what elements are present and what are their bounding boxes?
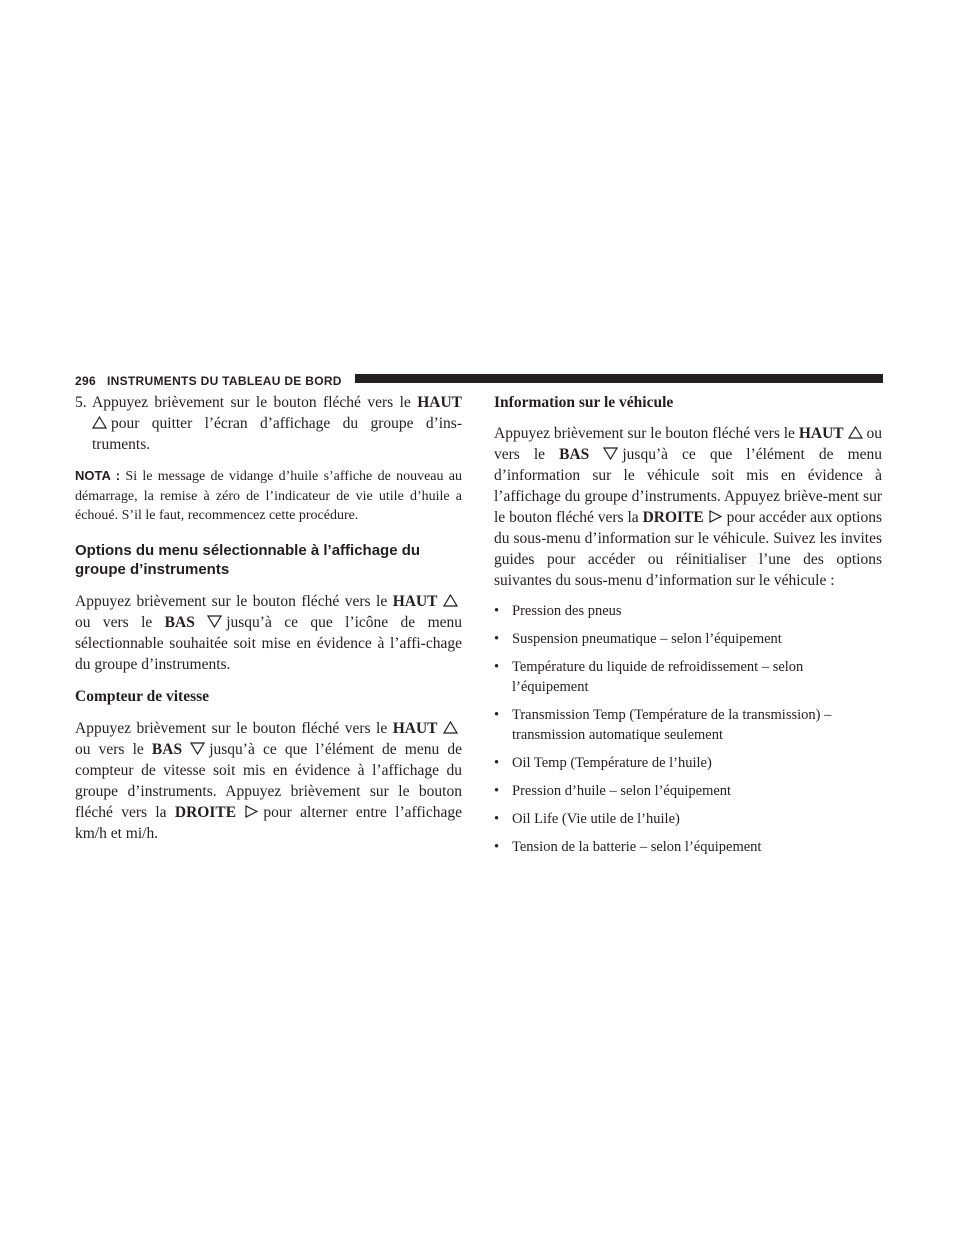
- list-item: • Suspension pneumatique – selon l’équipement: [494, 631, 782, 647]
- arrow-up-icon: [443, 721, 458, 734]
- list-item: • Tension de la batterie – selon l’équipement: [494, 839, 762, 855]
- step-5: [75, 392, 462, 455]
- compteur-paragraph: Appuyez brièvement sur le bouton fléché vers le HAUT ou vers le BAS jusqu’à ce que l’élément de menu de compteur de vitesse soit mis en évidence à l’affichage du groupe d’instruments. Appuyez brièvement sur le bouton fléché vers la DROITE pour alterner entre l’affichage km/h et mi/h.: [75, 719, 463, 842]
- options-heading: Options du menu sélectionnable à l’affichage du groupe d’instruments: [75, 541, 421, 578]
- info-paragraph: Appuyez brièvement sur le bouton fléché vers le HAUT ou vers le BAS jusqu’à ce que l’élément de menu d’information sur le véhicule soit mis en évidence à l’affichage du groupe d’instruments. Appuyez briève-ment sur le bouton fléché vers la DROITE pour accéder aux options du sous-menu d’information sur le véhicule. Suivez les invites guides pour accéder ou réinitialiser l’une des options suivantes du sous-menu d’information sur le véhicule :: [494, 425, 883, 589]
- page-number: 296: [75, 374, 96, 388]
- section-title: INSTRUMENTS DU TABLEAU DE BORD: [107, 374, 342, 388]
- list-item: • Pression d’huile – selon l’équipement: [494, 783, 732, 799]
- right-column: [494, 392, 882, 865]
- haut-label: HAUT: [392, 592, 438, 610]
- header-rule: [355, 374, 883, 383]
- options-paragraph: Appuyez brièvement sur le bouton fléché vers le HAUT ou vers le BAS jusqu’à ce que l’icône de menu sélectionnable souhaitée soit mise en évidence à l’affi-chage du groupe d’instruments.: [75, 592, 463, 673]
- haut-label: HAUT: [392, 719, 438, 737]
- arrow-right-icon: [244, 805, 259, 818]
- list-item: • Pression des pneus: [494, 603, 622, 619]
- droite-label: DROITE: [174, 803, 237, 821]
- nota-text: Si le message de vidange d’huile s’affiche de nouveau au démarrage, la remise à zéro de l’indicateur de vie utile d’huile a échoué. S’il le faut, recommencez cette procédure.: [75, 469, 463, 523]
- droite-label: DROITE: [642, 509, 704, 526]
- step-5-text: Appuyez brièvement sur le bouton fléché vers le HAUT pour quitter l’écran d’affichage du groupe d’ins-truments.: [92, 394, 462, 453]
- arrow-up-icon: [92, 416, 107, 429]
- list-item: • Oil Life (Vie utile de l’huile): [494, 811, 680, 827]
- arrow-up-icon: [848, 426, 863, 439]
- compteur-heading: Compteur de vitesse: [75, 687, 210, 705]
- nota-paragraph: [75, 466, 462, 526]
- arrow-down-icon: [207, 615, 222, 628]
- haut-label: HAUT: [798, 425, 844, 442]
- bas-label: BAS: [164, 613, 195, 631]
- vehicle-info-list: [494, 601, 882, 857]
- bas-label: BAS: [151, 740, 183, 758]
- list-item: • Température du liquide de refroidissement – selon l’équipement: [494, 659, 804, 695]
- list-item: • Transmission Temp (Température de la transmission) – transmission automatique seulement: [494, 707, 832, 743]
- list-item: • Oil Temp (Température de l’huile): [494, 755, 712, 771]
- arrow-up-icon: [443, 594, 458, 607]
- arrow-down-icon: [190, 742, 205, 755]
- arrow-down-icon: [603, 447, 618, 460]
- step-number: 5.: [75, 394, 87, 411]
- left-column: [75, 392, 462, 844]
- info-heading: Information sur le véhicule: [494, 394, 674, 411]
- nota-label: NOTA :: [75, 468, 121, 483]
- haut-label: HAUT: [417, 394, 462, 411]
- bas-label: BAS: [559, 446, 590, 463]
- arrow-right-icon: [708, 510, 723, 523]
- page-header: [75, 367, 885, 391]
